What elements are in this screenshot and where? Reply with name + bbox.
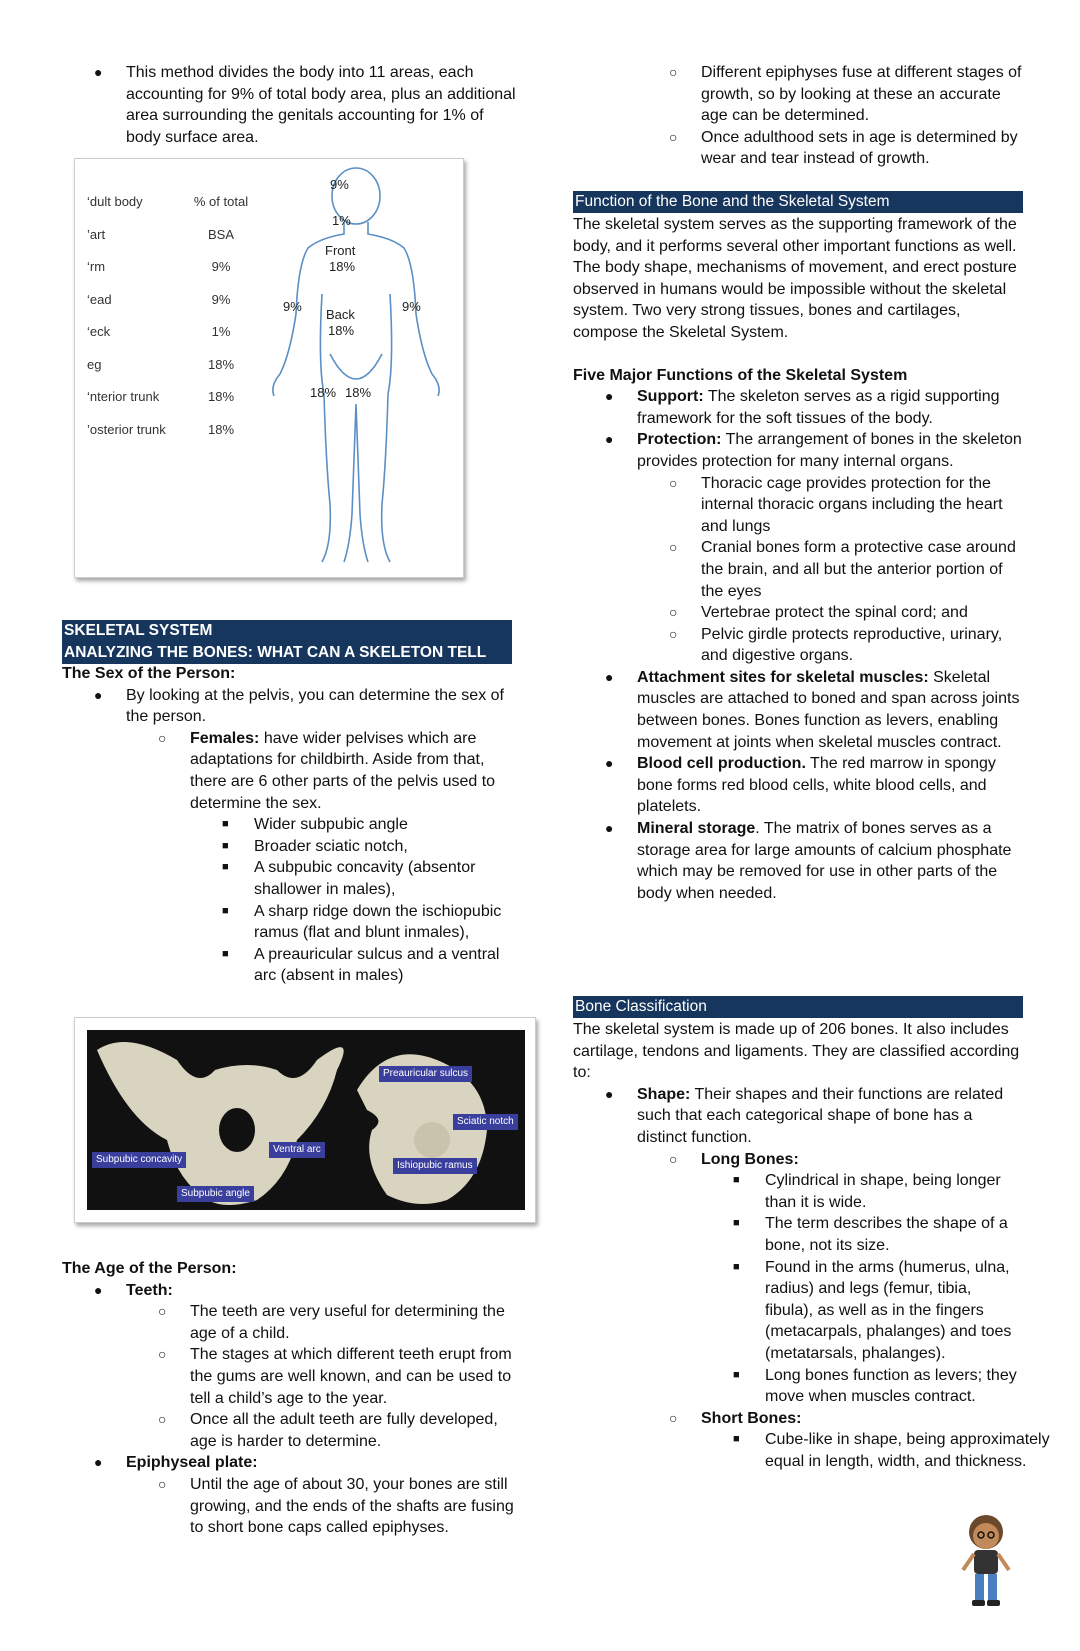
teeth-label: Teeth: [126,1281,173,1299]
list-item [573,1257,1023,1365]
attachment-label: Attachment sites for skeletal muscles: [637,668,929,686]
ventral-label: Ventral arc [269,1142,325,1158]
right-arm-label: 9% [402,299,421,314]
body-outline-illustration [260,164,456,569]
bullet-icon: ● [605,388,614,405]
table-cell: 18% [207,421,235,437]
pelvis-item: A preauricular sulcus and a ventral arc (absent in males) [254,945,500,985]
epiphyseal-item: Until the age of about 30, your bones are still growing, and the ends of the shafts are fusing to short bone caps called epiphyses. [190,1475,514,1537]
list-item [573,1170,1023,1213]
bullet-icon: ● [94,1454,103,1471]
list-item [62,836,522,858]
table-row [87,194,257,227]
epiphyses-item: Once adulthood sets in age is determined by wear and tear instead of growth. [701,128,1018,168]
left-arm-label: 9% [283,299,302,314]
circle-bullet-icon: ○ [158,1411,167,1428]
list-item [62,1280,522,1302]
attachment-text: Skeletal muscles are attached to boned and span across joints between bones. Bones function as levers, enabling movement at joints when skeletal muscles contract. [637,668,1020,751]
neck-label: 1% [332,213,351,228]
pelvis-item: Wider subpubic angle [254,816,408,834]
table-row [87,324,257,357]
bullet-icon: ● [605,668,614,685]
table-cell: 18% [207,389,235,404]
table-cell: eg [87,356,102,372]
list-item [573,1084,1023,1149]
pelvis-figure [74,1017,536,1223]
protection-item: Thoracic cage provides protection for the internal thoracic organs including the heart and lungs [701,474,1003,535]
back-pct-label: 18% [328,323,355,338]
bullet-icon: ● [605,820,614,837]
square-bullet-icon: ■ [222,904,229,917]
square-bullet-icon: ■ [733,1368,740,1381]
support-text: The skeleton serves as a rigid supporting framework for the soft tissues of the body. [637,388,1000,427]
table-cell: ‘rm [87,259,106,274]
list-item [573,429,1023,472]
circle-bullet-icon: ○ [669,539,678,556]
circle-bullet-icon: ○ [669,1150,678,1167]
table-row [87,389,257,422]
teeth-item: The stages at which different teeth erupt from the gums are well known, and can be used to tell a child’s age to the year. [190,1346,512,1407]
table-cell: 1% [211,324,231,339]
protection-item: Pelvic girdle protects reproductive, urinary, and digestive organs. [701,625,1003,665]
list-item [573,667,1023,753]
table-row [87,259,257,292]
teeth-item: The teeth are very useful for determining the age of a child. [190,1303,505,1342]
bsa-table [87,194,257,454]
females-text: have wider pelvises which are adaptations for childbirth. Aside from that, there are 6 other parts of the pelvis used to determine the sex. [190,729,496,812]
list-item [62,62,522,148]
list-item [62,944,522,987]
back-label: Back [326,307,355,322]
blood-label: Blood cell production. [637,755,806,773]
bullet-icon: ● [94,1281,103,1298]
table-header-cell: % of total [193,194,249,209]
list-item [573,1365,1023,1408]
list-item [573,602,1023,624]
square-bullet-icon: ■ [733,1260,740,1273]
list-item [62,685,522,728]
list-item [573,62,1028,127]
pelvis-photo [87,1030,525,1210]
left-leg-label: 18% [310,385,337,400]
mineral-label: Mineral storage [637,820,756,838]
list-item [62,1301,522,1344]
square-bullet-icon: ■ [733,1174,740,1187]
long-bones-item: Found in the arms (humerus, ulna, radius) and legs (femur, tibia, fibula), as well as in the fingers (metacarpals, phalanges) and toes (metatarsals, phalanges). [765,1258,1012,1362]
list-item [573,753,1023,818]
epiphyses-item: Different epiphyses fuse at different stages of growth, so by looking at these an accurate age can be determined. [701,64,1022,125]
table-cell: 18% [207,356,235,372]
circle-bullet-icon: ○ [669,474,678,491]
intro-text: This method divides the body into 11 areas, each accounting for 9% of total body area, plus an additional area surrounding the genitals accounting for 1% of body surface area. [126,64,516,146]
protection-label: Protection: [637,431,722,449]
list-item [62,901,522,944]
section-band-subtitle: ANALYZING THE BONES: WHAT CAN A SKELETON TELL [62,642,512,664]
table-cell: ’art [87,226,106,242]
pelvis-item: A subpubic concavity (absentor shallower in males), [254,859,476,898]
five-functions-heading: Five Major Functions of the Skeletal System [573,366,908,384]
classification-band: Bone Classification [573,996,1023,1018]
blood-text: The red marrow in spongy bone forms red blood cells, white blood cells, and platelets. [637,755,996,816]
section-band [62,620,512,664]
table-cell: ‘nterior trunk [87,389,160,404]
list-item [573,537,1023,602]
protection-item: Cranial bones form a protective case around the brain, and all but the anterior portion of the eyes [701,539,1016,600]
circle-bullet-icon: ○ [158,1303,167,1320]
head-label: 9% [330,177,349,192]
table-row [87,357,257,390]
table-cell: 9% [211,291,231,307]
circle-bullet-icon: ○ [669,625,678,642]
section-band-title: SKELETAL SYSTEM [62,620,512,642]
list-item [62,1409,522,1452]
preauricular-label: Preauricular sulcus [379,1066,472,1082]
list-item [573,1408,1023,1430]
protection-text: The arrangement of bones in the skeleton provides protection for many internal organs. [637,431,1022,470]
table-cell: ’osterior trunk [87,421,166,437]
circle-bullet-icon: ○ [669,64,678,80]
age-section [62,1258,522,1539]
list-item [62,814,522,836]
square-bullet-icon: ■ [222,947,229,960]
front-pct-label: 18% [329,259,356,274]
short-bones-item: Cube-like in shape, being approximately equal in length, width, and thickness. [765,1431,1050,1470]
front-label: Front [325,243,356,258]
sex-section [62,663,522,987]
list-item [573,473,1023,538]
mascot-sticker-icon [955,1510,1017,1610]
right-leg-label: 18% [345,385,372,400]
shape-label: Shape: [637,1085,691,1103]
bsa-figure [74,158,464,578]
table-header-cell: ‘dult body [87,194,143,209]
table-cell: 9% [211,259,231,274]
function-paragraph: The skeletal system serves as the supporting framework of the body, and it performs several other important functions as well. The body shape, mechanisms of movement, and erect posture observed in humans would be impossible without the skeletal system. Two very strong tissues, bones and cartilages, compose the Skeletal System. [573,216,1017,341]
list-item [573,818,1023,904]
ischiopubic-label: Ishiopubic ramus [393,1158,477,1174]
epiphyseal-label: Epiphyseal plate: [126,1454,258,1472]
epiphyses-list [573,62,1028,170]
protection-item: Vertebrae protect the spinal cord; and [701,604,968,622]
classification-section [573,996,1050,1472]
pelvis-item: A sharp ridge down the ischiopubic ramus (flat and blunt inmales), [254,902,502,942]
list-item [62,857,522,900]
circle-bullet-icon: ○ [158,1346,167,1363]
table-cell: ‘eck [87,324,111,339]
circle-bullet-icon: ○ [669,604,678,621]
shape-text: Their shapes and their functions are related such that each categorical shape of bone has a distinct function. [637,1085,1004,1146]
concavity-label: Subpubic concavity [92,1152,186,1168]
function-section [573,191,1023,904]
list-item [62,1452,522,1474]
mineral-text: . The matrix of bones serves as a storage area for large amounts of calcium phosphate which may be removed for use in other parts of the body when needed. [637,820,1012,902]
square-bullet-icon: ■ [733,1217,740,1230]
pelvis-item: Broader sciatic notch, [254,837,408,855]
table-cell: BSA [207,226,234,242]
table-cell: ‘ead [87,291,112,307]
list-item [573,1429,1065,1472]
support-label: Support: [637,388,704,406]
long-bones-item: The term describes the shape of a bone, not its size. [765,1215,1008,1254]
bullet-icon: ● [94,64,103,80]
list-item [573,1149,1023,1171]
circle-bullet-icon: ○ [158,1475,167,1492]
bullet-icon: ● [605,431,614,448]
list-item [573,624,1023,667]
bullet-icon: ● [94,686,103,703]
square-bullet-icon: ■ [222,861,229,874]
table-row [87,292,257,325]
square-bullet-icon: ■ [222,839,229,852]
long-bones-item: Long bones function as levers; they move when muscles contract. [765,1366,1017,1406]
table-row [87,227,257,260]
sciatic-label: Sciatic notch [453,1114,518,1130]
age-heading: The Age of the Person: [62,1260,237,1277]
list-item [573,127,1028,170]
circle-bullet-icon: ○ [158,729,167,746]
females-label: Females: [190,729,260,747]
long-bones-label: Long Bones: [701,1150,799,1168]
bullet-icon: ● [605,1085,614,1102]
classification-paragraph: The skeletal system is made up of 206 bones. It also includes cartilage, tendons and ligaments. They are classified according to: [573,1021,1020,1082]
square-bullet-icon: ■ [222,818,229,831]
table-row [87,422,257,455]
bullet-icon: ● [605,755,614,772]
list-item [62,728,522,814]
circle-bullet-icon: ○ [669,128,678,145]
list-item [62,1474,522,1539]
list-item [573,1213,1023,1256]
function-band: Function of the Bone and the Skeletal System [573,191,1023,213]
list-item [62,1344,522,1409]
long-bones-item: Cylindrical in shape, being longer than it is wide. [765,1172,1001,1211]
circle-bullet-icon: ○ [669,1409,678,1426]
square-bullet-icon: ■ [733,1433,740,1446]
sex-bullet-text: By looking at the pelvis, you can determine the sex of the person. [126,686,504,726]
sex-heading: The Sex of the Person: [62,665,236,682]
short-bones-label: Short Bones: [701,1409,802,1427]
angle-label: Subpubic angle [177,1186,254,1202]
teeth-item: Once all the adult teeth are fully developed, age is harder to determine. [190,1411,498,1450]
list-item [573,386,1023,429]
